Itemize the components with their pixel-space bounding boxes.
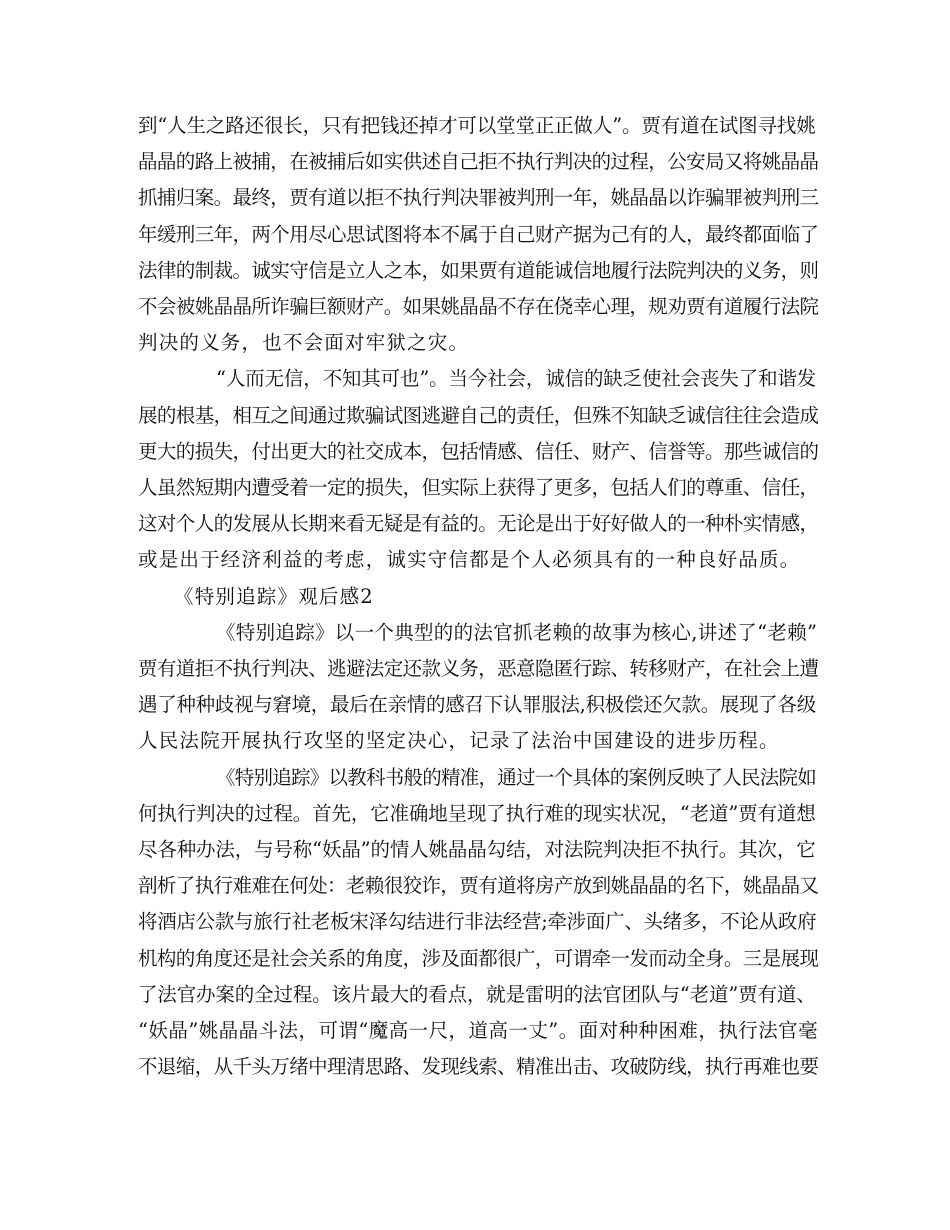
text-line: 《特别追踪》以一个典型的的法官抓老赖的故事为核心,讲述了“老赖” xyxy=(216,620,818,644)
text-line: “妖晶”姚晶晶斗法，可谓“魔高一尺，道高一丈”。面对种种困难，执行法官毫 xyxy=(138,1019,819,1043)
text-line: 了法官办案的全过程。该片最大的看点，就是雷明的法官团队与“老道”贾有道、 xyxy=(138,982,816,1006)
text-line: 晶晶的路上被捕，在被捕后如实供述自己拒不执行判决的过程，公安局又将姚晶晶 xyxy=(138,150,819,174)
section-heading xyxy=(138,579,820,615)
text-line: 《特别追踪》以教科书般的精准，通过一个具体的案例反映了人民法院如 xyxy=(216,765,817,789)
text-line: 将酒店公款与旅行社老板宋泽勾结进行非法经营;牵涉面广、头绪多，不论从政府 xyxy=(138,910,817,934)
text-line: 人虽然短期内遭受着一定的损失，但实际上获得了更多，包括人们的尊重、信任， xyxy=(138,476,819,500)
text-line: 法律的制裁。诚实守信是立人之本，如果贾有道能诚信地履行法院判决的义务，则 xyxy=(138,258,819,282)
paragraph-summary xyxy=(138,615,820,760)
text-line: 或是出于经济利益的考虑，诚实守信都是个人必须具有的一种良好品质。 xyxy=(138,548,801,572)
text-line: 何执行判决的过程。首先，它准确地呈现了执行难的现实状况，“老道”贾有道想 xyxy=(138,801,816,825)
text-line: 判决的义务，也不会面对牢狱之灾。 xyxy=(138,331,470,355)
text-line: 人民法院开展执行攻坚的坚定决心，记录了法治中国建设的进步历程。 xyxy=(138,729,780,753)
paragraph-integrity xyxy=(138,361,820,578)
text-line: 剖析了执行难难在何处：老赖很狡诈，贾有道将房产放到姚晶晶的名下，姚晶晶又 xyxy=(138,874,819,898)
paragraph-continuation xyxy=(138,108,820,361)
text-line: 贾有道拒不执行判决、逃避法定还款义务，恶意隐匿行踪、转移财产，在社会上遭 xyxy=(138,657,819,681)
text-line: 尽各种办法，与号称“妖晶”的情人姚晶晶勾结，对法院判决拒不执行。其次，它 xyxy=(138,838,816,862)
paragraph-analysis xyxy=(138,760,820,1086)
text-line: 更大的损失，付出更大的社交成本，包括情感、信任、财产、信誉等。那些诚信的 xyxy=(138,439,819,463)
text-line: 遇了种种歧视与窘境，最后在亲情的感召下认罪服法,积极偿还欠款。展现了各级 xyxy=(138,693,816,717)
text-line: 抓捕归案。最终，贾有道以拒不执行判决罪被判刑一年，姚晶晶以诈骗罪被判刑三 xyxy=(138,186,819,210)
text-line: 机构的角度还是社会关系的角度，涉及面都很广，可谓牵一发而动全身。三是展现 xyxy=(138,946,819,970)
text-line: 这对个人的发展从长期来看无疑是有益的。无论是出于好好做人的一种朴实情感， xyxy=(138,512,819,536)
heading-text: 《特别追踪》观后感2 xyxy=(174,584,374,608)
text-line: 不退缩，从千头万绪中理清思路、发现线索、精准出击、攻破防线，执行再难也要 xyxy=(138,1055,819,1079)
text-line: 展的根基，相互之间通过欺骗试图逃避自己的责任，但殊不知缺乏诚信往往会造成 xyxy=(138,403,819,427)
text-line: “人而无信，不知其可也”。当今社会，诚信的缺乏使社会丧失了和谐发 xyxy=(216,367,817,391)
text-line: 年缓刑三年，两个用尽心思试图将本不属于自己财产据为己有的人，最终都面临了 xyxy=(138,222,819,246)
text-line: 到“人生之路还很长，只有把钱还掉才可以堂堂正正做人”。贾有道在试图寻找姚 xyxy=(138,114,816,137)
document-body xyxy=(138,108,820,1085)
text-line: 不会被姚晶晶所诈骗巨额财产。如果姚晶晶不存在侥幸心理，规劝贾有道履行法院 xyxy=(138,295,819,319)
